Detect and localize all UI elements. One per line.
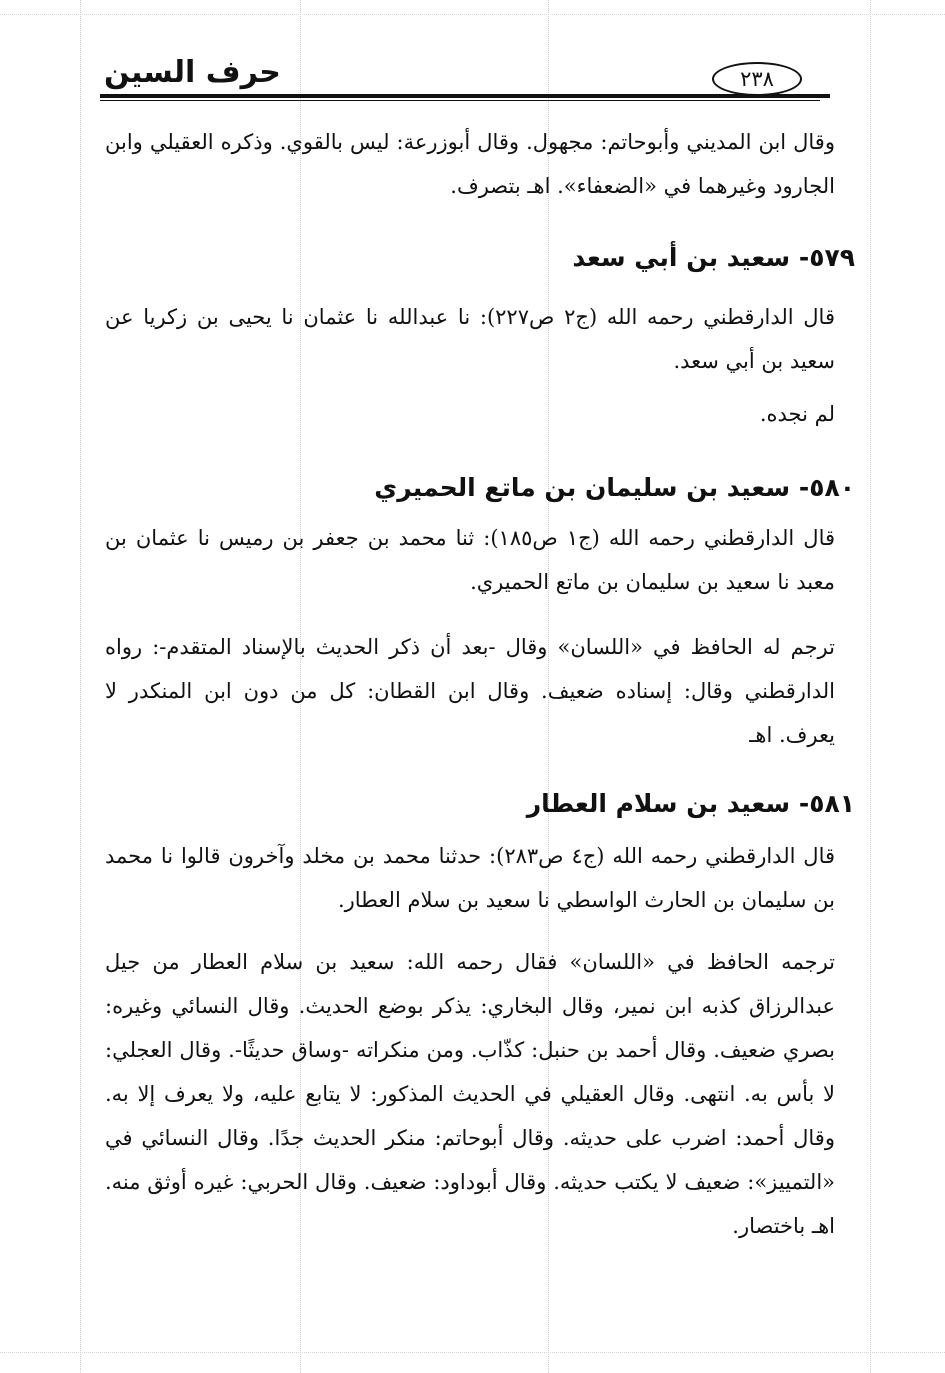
chapter-title: حرف السين <box>100 54 291 92</box>
running-header <box>100 55 835 103</box>
scan-guide-line <box>870 0 871 1373</box>
scan-guide-line <box>0 14 945 15</box>
paragraph: ترجمه الحافظ في «اللسان» فقال رحمه الله: سعيد بن سلام العطار من جيل عبدالرزاق كذبه ابن نمير، وقال البخاري: يذكر بوضع الحديث. وقال النسائي وغيره: بصري ضعيف. وقال أحمد بن حنبل: كذّاب. ومن منكراته -وساق حديثًا-. وقال العجلي: لا بأس به. انتهى. وقال العقيلي في الحديث المذكور: لا يتابع عليه، ولا يعرف إلا به. وقال أحمد: اضرب على حديثه. وقال أبوحاتم: منكر الحديث جدًا. وقال النسائي في «التمييز»: ضعيف لا يكتب حديثه. وقال أبوداود: ضعيف. وقال الحربي: غيره أوثق منه. اهـ باختصار. <box>105 950 835 1238</box>
header-rule <box>100 100 820 101</box>
paragraph: وقال ابن المديني وأبوحاتم: مجهول. وقال أبوزرعة: ليس بالقوي. وذكره العقيلي وابن الجارود وغيرهما في «الضعفاء». اهـ بتصرف. <box>105 130 835 198</box>
entry-heading: ٥٨١- سعيد بن سلام العطار <box>526 789 855 818</box>
paragraph: قال الدارقطني رحمه الله (ج٤ ص٢٨٣): حدثنا محمد بن مخلد وآخرون قالوا نا محمد بن سليمان بن الحارث الواسطي نا سعيد بن سلام العطار. <box>105 844 836 912</box>
entry-heading: ٥٧٩- سعيد بن أبي سعد <box>572 243 855 272</box>
page-number: ٢٣٨ <box>712 62 802 96</box>
header-rule <box>100 94 820 98</box>
paragraph: لم نجده. <box>759 402 835 426</box>
scan-guide-line <box>0 1352 945 1353</box>
header-rule <box>800 94 830 98</box>
paragraph: قال الدارقطني رحمه الله (ج٢ ص٢٢٧): نا عبدالله نا عثمان نا يحيى بن زكريا عن سعيد بن أبي سعد. <box>105 305 835 373</box>
paragraph: قال الدارقطني رحمه الله (ج١ ص١٨٥): ثنا محمد بن جعفر بن رميس نا عثمان بن معبد نا سعيد بن سليمان بن ماتع الحميري. <box>105 526 836 594</box>
entry-heading: ٥٨٠- سعيد بن سليمان بن ماتع الحميري <box>374 473 855 502</box>
paragraph: ترجم له الحافظ في «اللسان» وقال -بعد أن ذكر الحديث بالإسناد المتقدم-: رواه الدارقطني وقال: إسناده ضعيف. وقال ابن القطان: كل من دون ابن المنكدر لا يعرف. اهـ <box>105 635 835 747</box>
scan-guide-line <box>80 0 81 1373</box>
